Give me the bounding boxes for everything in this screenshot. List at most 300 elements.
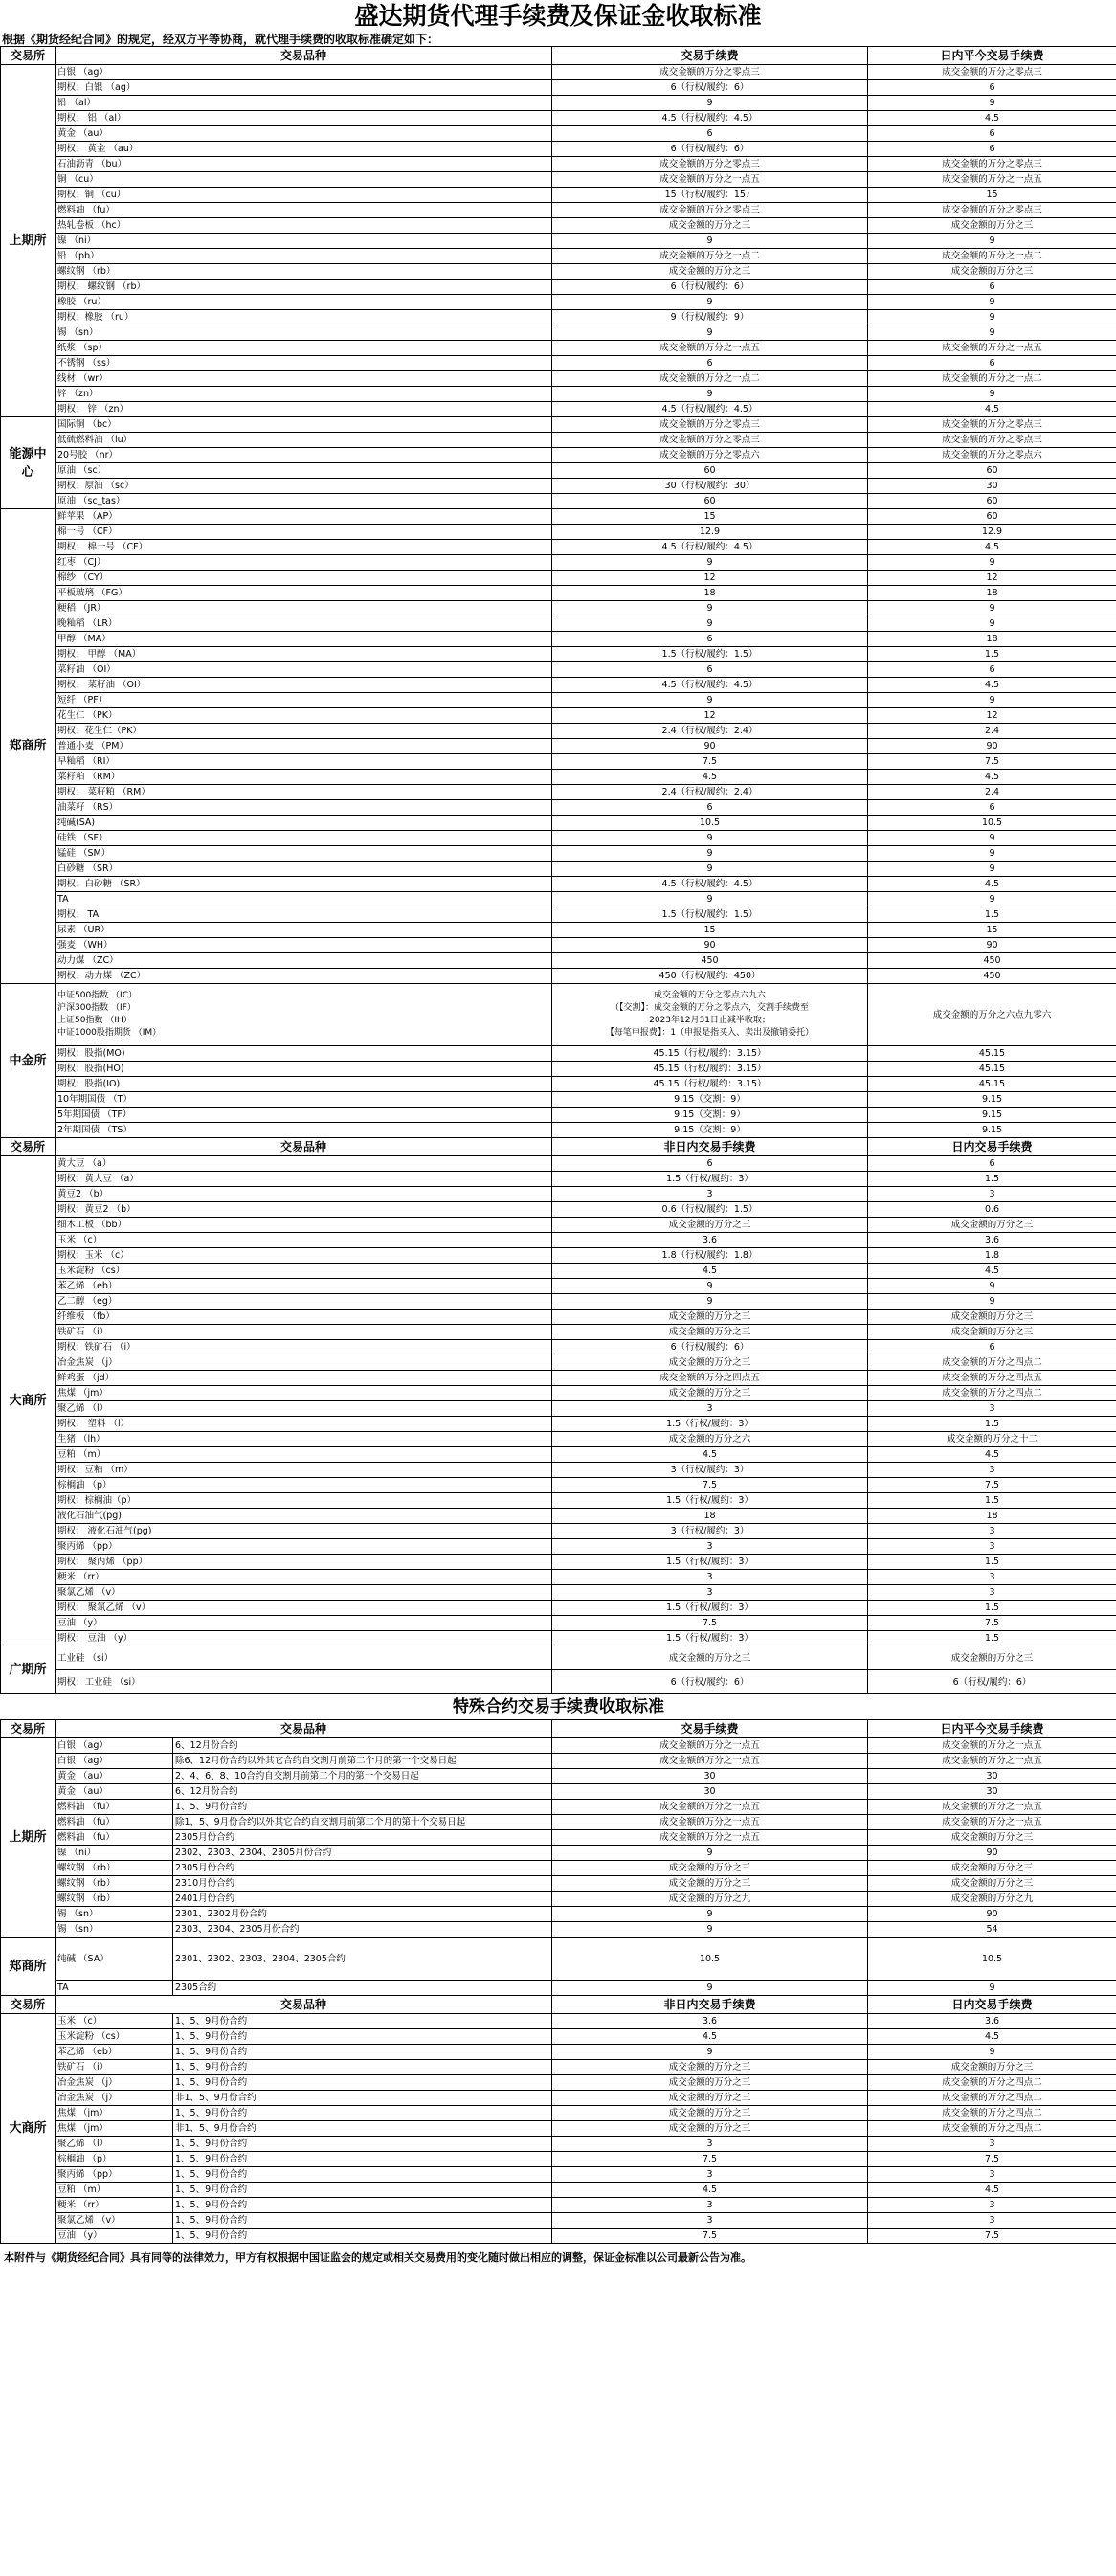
special-row [1, 2014, 1116, 2029]
special-row [1, 1815, 1116, 1830]
header-product: 交易品种 [56, 1138, 552, 1156]
table-row [1, 142, 1116, 157]
intraday-fee-value: 54 [868, 1922, 1116, 1938]
special-row [1, 2167, 1116, 2183]
intraday-fee-value: 9 [868, 862, 1116, 877]
intraday-fee-value: 9 [868, 387, 1116, 402]
product-name: 燃料油 （fu） [56, 203, 552, 218]
intraday-fee-value: 成交金额的万分之四点五 [868, 1371, 1116, 1386]
table-row [1, 938, 1116, 953]
product-name: 纯碱(SA) [56, 816, 552, 831]
contract-scope: 6、12月份合约 [173, 1738, 552, 1754]
table-row [1, 1046, 1116, 1062]
fee-value: 成交金额的万分之三 [552, 1310, 868, 1325]
fee-value: 9.15（交割：9） [552, 1123, 868, 1138]
product-name: 燃料油 （fu） [56, 1830, 173, 1846]
product-name: 粳米 （rr） [56, 1570, 552, 1585]
table-row [1, 754, 1116, 770]
fee-value: 12 [552, 571, 868, 586]
intraday-fee-value: 成交金额的万分之零点三 [868, 157, 1116, 172]
index-fee-line: 【每笔申报费】：1（申报是指买入、卖出及撤销委托） [605, 1028, 815, 1038]
table-row [1, 1279, 1116, 1294]
fee-value: 成交金额的万分之三 [552, 1861, 868, 1876]
table-row-index-futures [1, 984, 1116, 1046]
fee-value: 3（行权/履约：3） [552, 1463, 868, 1478]
intraday-fee-value: 成交金额的万分之一点二 [868, 249, 1116, 264]
contract-scope: 1、5、9月份合约 [173, 2060, 552, 2075]
fee-value: 9 [552, 1294, 868, 1310]
table-row [1, 586, 1116, 601]
fee-value: 450（行权/履约：450） [552, 969, 868, 984]
fee-value: 9 [552, 601, 868, 616]
table-row [1, 341, 1116, 356]
exchange-label: 能源中心 [1, 417, 56, 509]
special-row [1, 1738, 1116, 1754]
product-name: 焦煤 （jm） [56, 2106, 173, 2121]
index-fee-line: 2023年12月31日止减半收取； [649, 1016, 770, 1025]
special-row [1, 2106, 1116, 2121]
table-row [1, 1463, 1116, 1478]
fee-value: 9 [552, 693, 868, 708]
contract-scope: 1、5、9月份合约 [173, 2106, 552, 2121]
fee-value: 成交金额的万分之零点三 [552, 417, 868, 433]
intraday-fee-value: 10.5 [868, 1938, 1116, 1981]
intraday-fee-value: 成交金额的万分之三 [868, 1646, 1116, 1670]
page-title: 盛达期货代理手续费及保证金收取标准 [354, 2, 762, 30]
product-name: 工业硅 （si） [56, 1646, 552, 1670]
product-name: 花生仁 （PK） [56, 708, 552, 724]
table-row [1, 1294, 1116, 1310]
intraday-fee-value: 18 [868, 1509, 1116, 1524]
intraday-fee-value: 4.5 [868, 1264, 1116, 1279]
index-fee [552, 984, 868, 1046]
intraday-fee-value: 成交金额的万分之四点二 [868, 1386, 1116, 1401]
intraday-fee-value: 9 [868, 96, 1116, 111]
product-name: 橡胶 （ru） [56, 295, 552, 310]
contract-scope: 1、5、9月份合约 [173, 2198, 552, 2213]
contract-scope: 1、5、9月份合约 [173, 2137, 552, 2152]
intraday-fee-value: 9 [868, 601, 1116, 616]
fee-value: 成交金额的万分之零点三 [552, 203, 868, 218]
fee-value: 9 [552, 1846, 868, 1861]
header-product: 交易品种 [56, 1720, 552, 1738]
intraday-fee-value: 9.15 [868, 1092, 1116, 1108]
contract-scope: 1、5、9月份合约 [173, 2029, 552, 2045]
intraday-fee-value: 6 [868, 142, 1116, 157]
product-name: 期权：黄大豆 （a） [56, 1172, 552, 1187]
table-row [1, 387, 1116, 402]
table-row [1, 1172, 1116, 1187]
contract-scope: 1、5、9月份合约 [173, 1800, 552, 1815]
table-row [1, 249, 1116, 264]
product-name: 黄豆2 （b） [56, 1187, 552, 1202]
fee-value: 9 [552, 2045, 868, 2060]
special-row [1, 2075, 1116, 2091]
fee-value: 9 [552, 387, 868, 402]
intraday-fee-value: 450 [868, 969, 1116, 984]
fee-value: 45.15（行权/履约：3.15） [552, 1046, 868, 1062]
intraday-fee-value: 7.5 [868, 1478, 1116, 1493]
product-name: 聚丙烯 （pp） [56, 1539, 552, 1555]
fee-value: 1.5（行权/履约：3） [552, 1172, 868, 1187]
product-name: 纤维板 （fb） [56, 1310, 552, 1325]
fee-value: 9 [552, 96, 868, 111]
intraday-fee-value: 4.5 [868, 111, 1116, 126]
table-row [1, 662, 1116, 678]
product-name: 聚氯乙烯 （v） [56, 1585, 552, 1601]
intraday-fee-value: 60 [868, 463, 1116, 479]
table-row [1, 555, 1116, 571]
product-name: 玉米淀粉 （cs） [56, 1264, 552, 1279]
product-name: 镍 （ni） [56, 1846, 173, 1861]
intraday-fee-value: 1.8 [868, 1248, 1116, 1264]
special-row [1, 1907, 1116, 1922]
header-product: 交易品种 [56, 1996, 552, 2014]
intraday-fee-value: 成交金额的万分之一点五 [868, 1738, 1116, 1754]
intraday-fee-value: 1.5 [868, 1172, 1116, 1187]
product-name: 黄金 （au） [56, 1784, 173, 1800]
product-name: 豆粕 （m） [56, 2183, 173, 2198]
intraday-fee-value: 成交金额的万分之零点六 [868, 448, 1116, 463]
fee-value: 3（行权/履约：3） [552, 1524, 868, 1539]
header-fee: 非日内交易手续费 [552, 1138, 868, 1156]
header-exchange: 交易所 [1, 1720, 56, 1738]
header-intraday-fee: 日内交易手续费 [868, 1138, 1116, 1156]
intraday-fee-value: 3 [868, 1401, 1116, 1417]
table-row [1, 126, 1116, 142]
product-name: 低硫燃料油 （lu） [56, 433, 552, 448]
intraday-fee-value: 4.5 [868, 877, 1116, 892]
table-row [1, 295, 1116, 310]
intraday-fee-value: 7.5 [868, 2152, 1116, 2167]
product-name: 冶金焦炭 （j） [56, 2091, 173, 2106]
special-row [1, 1938, 1116, 1981]
table-row [1, 907, 1116, 923]
fee-value: 成交金额的万分之六 [552, 1432, 868, 1447]
table-row [1, 157, 1116, 172]
contract-scope: 1、5、9月份合约 [173, 2213, 552, 2229]
table-row [1, 1555, 1116, 1570]
exchange-label: 大商所 [1, 2014, 56, 2244]
intraday-fee-value: 成交金额的万分之零点三 [868, 65, 1116, 80]
fee-value: 30 [552, 1784, 868, 1800]
table-row [1, 494, 1116, 509]
product-name: 10年期国债 （T） [56, 1092, 552, 1108]
intraday-fee-value: 3 [868, 1539, 1116, 1555]
special-row [1, 2152, 1116, 2167]
intraday-fee-value: 6 [868, 662, 1116, 678]
fee-value: 4.5 [552, 2183, 868, 2198]
table-row [1, 1493, 1116, 1509]
exchange-label: 上期所 [1, 1738, 56, 1938]
product-name: 期权： 铝 （al） [56, 111, 552, 126]
table-row [1, 1646, 1116, 1670]
product-name: 线材 （wr） [56, 371, 552, 387]
intraday-fee-value: 15 [868, 923, 1116, 938]
table-row [1, 80, 1116, 96]
product-name: TA [56, 1981, 173, 1996]
intraday-fee-value: 3 [868, 2137, 1116, 2152]
fee-value: 45.15（行权/履约：3.15） [552, 1077, 868, 1092]
special-section-title: 特殊合约交易手续费收取标准 [1, 1694, 1116, 1720]
intraday-fee-value: 成交金额的万分之三 [868, 1310, 1116, 1325]
contract-scope: 1、5、9月份合约 [173, 2075, 552, 2091]
table-row [1, 1233, 1116, 1248]
table-row [1, 1539, 1116, 1555]
intraday-fee-value: 6 [868, 1156, 1116, 1172]
fee-value: 6（行权/履约：6） [552, 1670, 868, 1694]
product-name: 聚乙烯 （l） [56, 2137, 173, 2152]
intro-text: 根据《期货经纪合同》的规定，经双方平等协商，就代理手续费的收取标准确定如下： [2, 33, 439, 46]
intraday-fee-value: 9 [868, 846, 1116, 862]
table-header-row [1, 1996, 1116, 2014]
fee-value: 12 [552, 708, 868, 724]
intraday-fee-value: 9 [868, 234, 1116, 249]
table-row [1, 862, 1116, 877]
intraday-fee-value: 成交金额的万分之零点三 [868, 417, 1116, 433]
table-row [1, 816, 1116, 831]
contract-scope: 2301、2302月份合约 [173, 1907, 552, 1922]
product-name: 液化石油气(pg) [56, 1509, 552, 1524]
product-name: 油菜籽 （RS） [56, 800, 552, 816]
fee-value: 90 [552, 739, 868, 754]
intraday-fee-value: 3 [868, 1570, 1116, 1585]
fee-value: 3.6 [552, 1233, 868, 1248]
index-product: 上证50指数 （IH） [57, 1016, 132, 1025]
table-row [1, 264, 1116, 280]
table-row [1, 1264, 1116, 1279]
product-name: 冶金焦炭 （j） [56, 2075, 173, 2091]
fee-value: 60 [552, 494, 868, 509]
intraday-fee-value: 成交金额的万分之四点二 [868, 1355, 1116, 1371]
table-row [1, 1447, 1116, 1463]
fee-value: 9.15（交割：9） [552, 1092, 868, 1108]
intraday-fee-value: 6 [868, 126, 1116, 142]
product-name: 早籼稻 （RI） [56, 754, 552, 770]
table-row [1, 1355, 1116, 1371]
table-row [1, 923, 1116, 938]
fee-value: 4.5 [552, 770, 868, 785]
intraday-fee-value: 7.5 [868, 2229, 1116, 2244]
intraday-fee-value: 成交金额的万分之九 [868, 1892, 1116, 1907]
product-name: 玉米 （c） [56, 2014, 173, 2029]
product-name: 黄金 （au） [56, 126, 552, 142]
contract-scope: 1、5、9月份合约 [173, 2045, 552, 2060]
header-intraday-fee: 日内交易手续费 [868, 1996, 1116, 2014]
fee-value: 7.5 [552, 1616, 868, 1631]
table-row [1, 1310, 1116, 1325]
contract-scope: 2310月份合约 [173, 1876, 552, 1892]
contract-scope: 2302、2303、2304、2305月份合约 [173, 1846, 552, 1861]
product-name: 螺纹钢 （rb） [56, 1861, 173, 1876]
product-name: 晚籼稻 （LR） [56, 616, 552, 632]
table-row [1, 708, 1116, 724]
table-row [1, 280, 1116, 295]
exchange-label: 广期所 [1, 1646, 56, 1694]
index-product: 中证1000股指期货 （IM） [57, 1028, 162, 1038]
fee-value: 1.5（行权/履约：3） [552, 1417, 868, 1432]
fee-value: 2.4（行权/履约：2.4） [552, 724, 868, 739]
table-row [1, 601, 1116, 616]
fee-value: 15（行权/履约：15） [552, 188, 868, 203]
fee-value: 9 [552, 616, 868, 632]
contract-scope: 除1、5、9月份合约以外其它合约自交割月前第二个月的第十个交易日起 [173, 1815, 552, 1830]
table-row [1, 540, 1116, 555]
product-name: 期权：股指(IO) [56, 1077, 552, 1092]
fee-value: 9 [552, 862, 868, 877]
contract-scope: 2401月份合约 [173, 1892, 552, 1907]
product-name: 豆油 （y） [56, 1616, 552, 1631]
fee-value: 9 [552, 1922, 868, 1938]
product-name: 期权：黄豆2 （b） [56, 1202, 552, 1218]
intraday-fee-value: 18 [868, 632, 1116, 647]
table-row [1, 509, 1116, 525]
fee-value: 10.5 [552, 816, 868, 831]
product-name: 生猪 （lh） [56, 1432, 552, 1447]
table-row [1, 571, 1116, 586]
intraday-fee-value: 6 [868, 800, 1116, 816]
table-row [1, 1202, 1116, 1218]
product-name: 乙二醇 （eg） [56, 1294, 552, 1310]
intraday-fee-value: 45.15 [868, 1046, 1116, 1062]
special-row [1, 1861, 1116, 1876]
intraday-fee-value: 9 [868, 1279, 1116, 1294]
intraday-fee-value: 成交金额的万分之四点二 [868, 2075, 1116, 2091]
intraday-fee-value: 9 [868, 325, 1116, 341]
contract-scope: 1、5、9月份合约 [173, 2152, 552, 2167]
product-name: 螺纹钢 （rb） [56, 1876, 173, 1892]
fee-value: 7.5 [552, 754, 868, 770]
table-row [1, 218, 1116, 234]
product-name: 黄大豆 （a） [56, 1156, 552, 1172]
product-name: 原油 （sc） [56, 463, 552, 479]
product-name: 平板玻璃 （FG） [56, 586, 552, 601]
intraday-fee-value: 成交金额的万分之零点三 [868, 433, 1116, 448]
intraday-fee-value: 9 [868, 555, 1116, 571]
intraday-fee-value: 45.15 [868, 1062, 1116, 1077]
header-exchange: 交易所 [1, 1996, 56, 2014]
product-name: 聚氯乙烯 （v） [56, 2213, 173, 2229]
product-name: 期权： 螺纹钢 （rb） [56, 280, 552, 295]
product-name: 原油 （sc_tas） [56, 494, 552, 509]
product-name: 苯乙烯 （eb） [56, 1279, 552, 1294]
product-name: 锡 （sn） [56, 325, 552, 341]
fee-value: 6（行权/履约：6） [552, 1340, 868, 1355]
intraday-fee-value: 成交金额的万分之三 [868, 264, 1116, 280]
intraday-fee-value: 15 [868, 188, 1116, 203]
table-row [1, 892, 1116, 907]
intraday-fee-value: 9.15 [868, 1123, 1116, 1138]
table-row [1, 632, 1116, 647]
table-row [1, 1401, 1116, 1417]
table-row [1, 463, 1116, 479]
fee-value: 3 [552, 2137, 868, 2152]
fee-value: 成交金额的万分之三 [552, 1646, 868, 1670]
product-name: 期权：股指(MO) [56, 1046, 552, 1062]
product-name: 铁矿石 （i） [56, 1325, 552, 1340]
table-row [1, 111, 1116, 126]
product-name: 聚乙烯 （l） [56, 1401, 552, 1417]
fee-value: 6 [552, 126, 868, 142]
special-row [1, 1830, 1116, 1846]
product-name: 期权：橡胶 （ru） [56, 310, 552, 325]
intraday-fee-value: 3 [868, 1463, 1116, 1478]
intraday-fee-value: 9 [868, 831, 1116, 846]
intraday-fee-value: 10.5 [868, 816, 1116, 831]
product-name: 纸浆 （sp） [56, 341, 552, 356]
table-row [1, 1417, 1116, 1432]
product-name: 棉一号 （CF） [56, 525, 552, 540]
product-name: 焦煤 （jm） [56, 1386, 552, 1401]
fee-value: 4.5（行权/履约：4.5） [552, 111, 868, 126]
product-name: 期权：棕榈油（p） [56, 1493, 552, 1509]
product-name: 国际铜 （bc） [56, 417, 552, 433]
product-name: 棕榈油 （p） [56, 1478, 552, 1493]
fee-value: 2.4（行权/履约：2.4） [552, 785, 868, 800]
product-name: 期权： 豆油 （y） [56, 1631, 552, 1646]
fee-table [0, 46, 1116, 2244]
fee-value: 6 [552, 356, 868, 371]
intraday-fee-value: 12.9 [868, 525, 1116, 540]
header-intraday-fee: 日内平今交易手续费 [868, 1720, 1116, 1738]
special-row [1, 1892, 1116, 1907]
product-name: 粳米 （rr） [56, 2198, 173, 2213]
intraday-fee-value: 1.5 [868, 1555, 1116, 1570]
table-row [1, 1340, 1116, 1355]
product-name: 鲜鸡蛋 （jd） [56, 1371, 552, 1386]
table-row [1, 1670, 1116, 1694]
product-name: 螺纹钢 （rb） [56, 264, 552, 280]
fee-value: 9（行权/履约：9） [552, 310, 868, 325]
fee-value: 成交金额的万分之零点三 [552, 65, 868, 80]
fee-value: 90 [552, 938, 868, 953]
table-row [1, 1386, 1116, 1401]
intraday-fee-value: 成交金额的万分之一点五 [868, 1800, 1116, 1815]
fee-value: 成交金额的万分之九 [552, 1892, 868, 1907]
fee-value: 18 [552, 1509, 868, 1524]
product-name: 期权： 锌 （zn） [56, 402, 552, 417]
contract-scope: 2303、2304、2305月份合约 [173, 1922, 552, 1938]
fee-value: 30（行权/履约：30） [552, 479, 868, 494]
fee-value: 3 [552, 1401, 868, 1417]
table-row [1, 1187, 1116, 1202]
intraday-fee-value: 3 [868, 1187, 1116, 1202]
product-name: 铜 （cu） [56, 172, 552, 188]
intraday-fee-value: 成交金额的万分之一点二 [868, 371, 1116, 387]
index-product: 中证500指数 （IC） [57, 991, 137, 1000]
intraday-fee-value: 3 [868, 2167, 1116, 2183]
intraday-fee-value: 9 [868, 310, 1116, 325]
intraday-fee-value: 3 [868, 2198, 1116, 2213]
fee-value: 4.5（行权/履约：4.5） [552, 877, 868, 892]
intraday-fee-value: 9 [868, 616, 1116, 632]
product-name: 鲜苹果 （AP） [56, 509, 552, 525]
fee-value: 成交金额的万分之一点五 [552, 341, 868, 356]
fee-value: 成交金额的万分之三 [552, 2106, 868, 2121]
exchange-label: 中金所 [1, 984, 56, 1138]
table-row [1, 1570, 1116, 1585]
table-row [1, 770, 1116, 785]
fee-value: 6 [552, 662, 868, 678]
exchange-label: 郑商所 [1, 1938, 56, 1996]
table-row [1, 1601, 1116, 1616]
special-row [1, 1754, 1116, 1769]
intraday-fee-value: 成交金额的万分之十二 [868, 1432, 1116, 1447]
intraday-fee-value: 4.5 [868, 770, 1116, 785]
product-name: 玉米 （c） [56, 1233, 552, 1248]
table-row [1, 1432, 1116, 1447]
intraday-fee-value: 60 [868, 494, 1116, 509]
